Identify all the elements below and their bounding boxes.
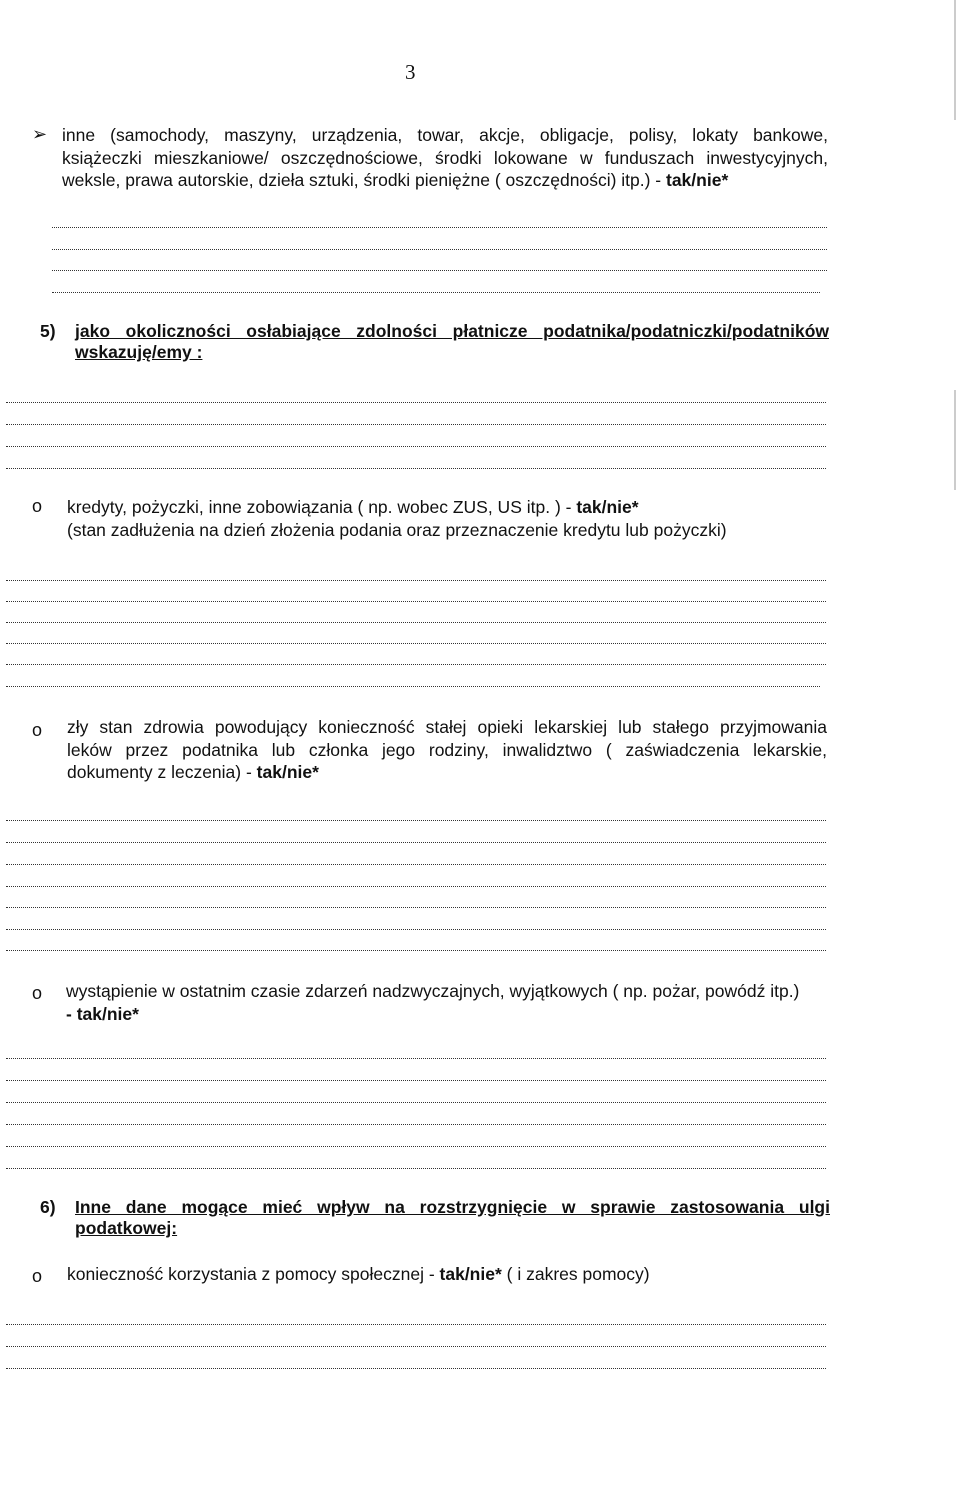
social-text-after: ( i zakres pomocy) [501,1264,650,1284]
fill-line[interactable] [6,1102,826,1103]
events-yes-no: - tak/nie* [66,1003,139,1024]
circle-bullet-icon: o [32,1266,43,1286]
health-line-1: zły stan zdrowia powodujący konieczność stałej opieki lekarskiej lub stałego przyjmowania [67,717,827,737]
circle-bullet-icon: o [32,983,43,1003]
fill-line[interactable] [52,292,820,293]
circle-bullet-icon: o [32,720,43,740]
fill-line[interactable] [52,270,827,271]
credits-line-1-text: kredyty, pożyczki, inne zobowiązania ( np. wobec ZUS, US itp. ) - [67,497,577,517]
fill-line[interactable] [6,1324,826,1325]
events-line-1: wystąpienie w ostatnim czasie zdarzeń nadzwyczajnych, wyjątkowych ( np. pożar, powódź itp.) [66,981,800,1001]
fill-line[interactable] [6,820,826,821]
fill-line[interactable] [6,468,826,469]
fill-line[interactable] [6,1346,826,1347]
fill-line[interactable] [6,643,826,644]
fill-line[interactable] [6,1168,826,1169]
fill-line[interactable] [6,446,826,447]
fill-line[interactable] [6,424,826,425]
fill-line[interactable] [6,1080,826,1081]
other-assets-yes-no: tak/nie* [666,170,729,190]
fill-line[interactable] [6,1146,826,1147]
section-5-number: 5) [40,321,56,341]
arrow-bullet-icon: ➢ [32,124,48,144]
health-line-2: leków przez podatnika lub członka jego rodziny, inwalidztwo ( zaświadczenia lekarskie, [67,739,827,760]
other-assets-line-2: książeczki mieszkaniowe/ oszczędnościowe, środki lokowane w funduszach inwestycyjnych, [62,147,828,168]
section-5-heading-line-1: jako okoliczności osłabiające zdolności płatnicze podatnika/podatniczki/podatników [75,321,829,341]
fill-line[interactable] [6,601,826,602]
social-yes-no: tak/nie* [439,1264,502,1284]
section-5-heading-line-2: wskazuję/emy : [75,342,203,362]
other-assets-line-3 [62,169,828,192]
fill-line[interactable] [6,580,826,581]
section-6-heading-line-1: Inne dane mogące mieć wpływ na rozstrzygnięcie w sprawie zastosowania ulgi [75,1197,830,1217]
fill-line[interactable] [6,402,826,403]
social-text-before: konieczność korzystania z pomocy społecznej - [67,1264,440,1284]
fill-line[interactable] [6,1368,826,1369]
other-assets-line-3-text: weksle, prawa autorskie, dzieła sztuki, środki pieniężne ( oszczędności) itp.) - [62,170,666,190]
credits-line-2: (stan zadłużenia na dzień złożenia podania oraz przeznaczenie kredytu lub pożyczki) [67,519,727,540]
health-yes-no: tak/nie* [256,762,319,782]
credits-line-1 [67,496,827,519]
fill-line[interactable] [6,842,826,843]
fill-line[interactable] [6,886,826,887]
events-text [66,980,836,1025]
fill-line[interactable] [6,664,826,665]
fill-line[interactable] [52,249,827,250]
credits-text [67,496,827,541]
health-line-3 [67,761,827,784]
section-6-number: 6) [40,1197,56,1217]
circle-bullet-icon: o [32,496,43,516]
health-line-3-text: dokumenty z leczenia) - [67,762,257,782]
fill-line[interactable] [6,1058,826,1059]
social-line [67,1263,827,1286]
health-text [67,716,827,784]
fill-line[interactable] [6,864,826,865]
fill-line[interactable] [6,929,826,930]
page-number: 3 [405,60,416,84]
scan-edge [954,0,956,120]
fill-line[interactable] [6,686,820,687]
section-5-heading [75,321,829,363]
scan-edge [954,390,956,490]
section-6-heading-line-2: podatkowej: [75,1218,178,1238]
fill-line[interactable] [6,1124,826,1125]
fill-line[interactable] [6,950,826,951]
credits-yes-no: tak/nie* [576,497,639,517]
fill-line[interactable] [52,227,827,228]
fill-line[interactable] [6,622,826,623]
other-assets-text [62,124,828,192]
social-text [67,1263,827,1286]
fill-line[interactable] [6,907,826,908]
section-6-heading [75,1197,830,1239]
other-assets-line-1: inne (samochody, maszyny, urządzenia, towar, akcje, obligacje, polisy, lokaty bankowe, [62,125,828,145]
